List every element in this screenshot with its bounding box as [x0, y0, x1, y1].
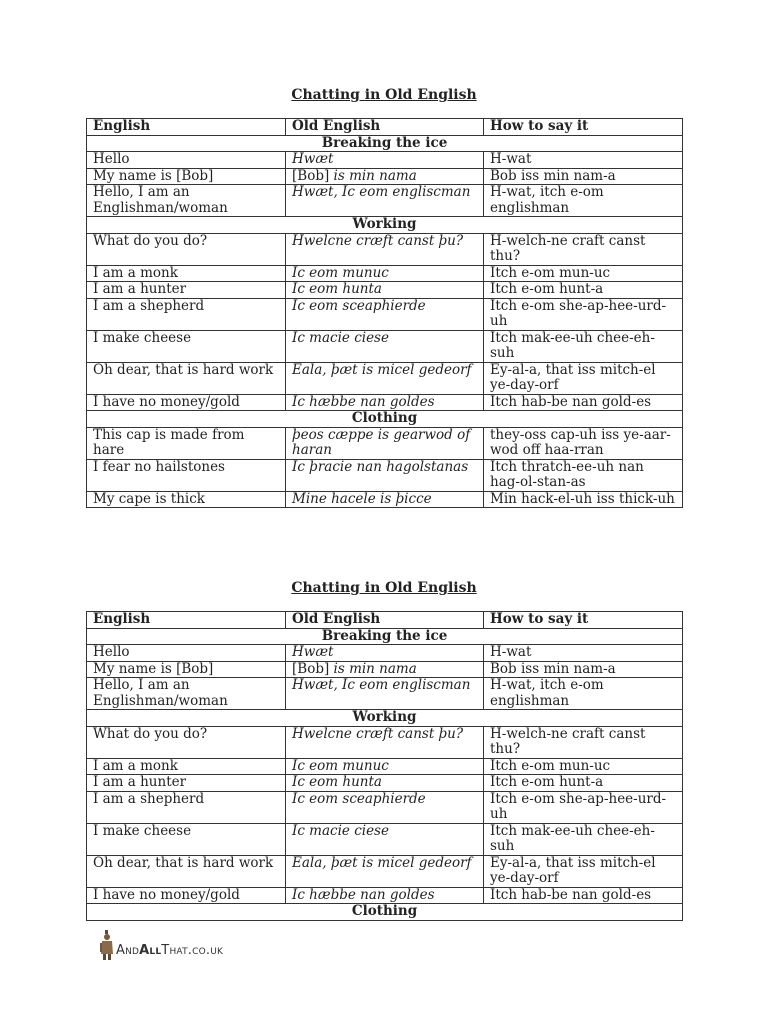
english-cell: I am a monk	[87, 758, 286, 775]
table-row	[87, 394, 683, 411]
table-row	[87, 168, 683, 185]
old-english-cell: Hwæt	[286, 645, 484, 662]
old-english-cell: Ic macie ciese	[286, 330, 484, 362]
section-heading: Breaking the ice	[87, 628, 683, 645]
table-row	[87, 185, 683, 217]
pronunciation-cell: Itch e-om mun-uc	[484, 758, 683, 775]
old-english-cell: Eala, þæt is micel gedeorf	[286, 855, 484, 887]
section-heading: Breaking the ice	[87, 135, 683, 152]
pronunciation-cell: Itch e-om hunt-a	[484, 282, 683, 299]
pronunciation-cell: Itch e-om she-ap-hee-urd-uh	[484, 791, 683, 823]
pronunciation-cell: H-wat	[484, 152, 683, 169]
english-cell: I am a monk	[87, 265, 286, 282]
table-row	[87, 282, 683, 299]
pronunciation-cell: Itch mak-ee-uh chee-eh-suh	[484, 823, 683, 855]
column-header: How to say it	[484, 612, 683, 629]
english-cell: I make cheese	[87, 330, 286, 362]
english-cell: My cape is thick	[87, 491, 286, 508]
old-english-cell: Hwelcne cræft canst þu?	[286, 726, 484, 758]
english-cell: Oh dear, that is hard work	[87, 855, 286, 887]
old-english-name-placeholder: [Bob]	[292, 168, 330, 184]
pronunciation-cell: Itch e-om mun-uc	[484, 265, 683, 282]
column-header: Old English	[286, 612, 484, 629]
phrase-table	[86, 118, 683, 508]
table-row	[87, 887, 683, 904]
pronunciation-cell: H-welch-ne craft canst thu?	[484, 726, 683, 758]
english-cell: I am a hunter	[87, 775, 286, 792]
english-cell: Hello, I am an Englishman/woman	[87, 185, 286, 217]
knight-figure-icon	[100, 930, 114, 960]
english-cell: Hello, I am an Englishman/woman	[87, 678, 286, 710]
pronunciation-cell: they-oss cap-uh iss ye-aar-wod off haa-rran	[484, 427, 683, 459]
pronunciation-cell: Itch thratch-ee-uh nan hag-ol-stan-as	[484, 459, 683, 491]
old-english-cell: þeos cæppe is gearwod of haran	[286, 427, 484, 459]
section-row	[87, 710, 683, 727]
old-english-cell: Ic eom sceaphierde	[286, 298, 484, 330]
logo-text-prefix: And	[116, 943, 140, 958]
old-english-cell: Ic macie ciese	[286, 823, 484, 855]
old-english-text: is min nama	[329, 168, 417, 184]
column-header: English	[87, 612, 286, 629]
pronunciation-cell: Itch e-om hunt-a	[484, 775, 683, 792]
table-header-row	[87, 119, 683, 136]
english-cell: Oh dear, that is hard work	[87, 362, 286, 394]
old-english-cell: Ic hæbbe nan goldes	[286, 887, 484, 904]
english-cell: I have no money/gold	[87, 887, 286, 904]
pronunciation-cell: H-welch-ne craft canst thu?	[484, 233, 683, 265]
section-row	[87, 628, 683, 645]
table-row	[87, 678, 683, 710]
english-cell: I am a hunter	[87, 282, 286, 299]
table-row	[87, 726, 683, 758]
table-row	[87, 661, 683, 678]
old-english-cell: Hwæt	[286, 152, 484, 169]
column-header: Old English	[286, 119, 484, 136]
pronunciation-cell: Itch hab-be nan gold-es	[484, 394, 683, 411]
old-english-cell: Ic eom sceaphierde	[286, 791, 484, 823]
english-cell: I make cheese	[87, 823, 286, 855]
old-english-cell: Mine hacele is þicce	[286, 491, 484, 508]
table-row	[87, 152, 683, 169]
section-row	[87, 135, 683, 152]
old-english-cell: Ic hæbbe nan goldes	[286, 394, 484, 411]
english-cell: What do you do?	[87, 726, 286, 758]
table-row	[87, 645, 683, 662]
english-cell: I fear no hailstones	[87, 459, 286, 491]
logo-text-suffix: That.co.uk	[161, 943, 224, 958]
old-english-cell: Hwelcne cræft canst þu?	[286, 233, 484, 265]
table-row	[87, 823, 683, 855]
table-row	[87, 855, 683, 887]
pronunciation-cell: Ey-al-a, that iss mitch-el ye-day-orf	[484, 855, 683, 887]
pronunciation-cell: Itch hab-be nan gold-es	[484, 887, 683, 904]
section-row	[87, 411, 683, 428]
table-row	[87, 427, 683, 459]
old-english-cell: Ic eom hunta	[286, 282, 484, 299]
english-cell: I am a shepherd	[87, 791, 286, 823]
section-row	[87, 217, 683, 234]
old-english-cell: Ic eom hunta	[286, 775, 484, 792]
english-cell: Hello	[87, 645, 286, 662]
old-english-cell: Hwæt, Ic eom engliscman	[286, 678, 484, 710]
section-row	[87, 904, 683, 921]
section-heading: Working	[87, 217, 683, 234]
site-logo[interactable]	[100, 930, 223, 960]
pronunciation-cell: H-wat, itch e-om englishman	[484, 678, 683, 710]
table-row	[87, 775, 683, 792]
sheet-title: Chatting in Old English	[291, 580, 477, 596]
old-english-text: is min nama	[329, 661, 417, 677]
table-row	[87, 233, 683, 265]
old-english-cell: Ic þracie nan hagolstanas	[286, 459, 484, 491]
pronunciation-cell: Ey-al-a, that iss mitch-el ye-day-orf	[484, 362, 683, 394]
english-cell: I am a shepherd	[87, 298, 286, 330]
sheet-title: Chatting in Old English	[291, 87, 477, 103]
logo-text-bold: All	[139, 943, 162, 958]
old-english-cell	[286, 661, 484, 678]
table-row	[87, 758, 683, 775]
pronunciation-cell: Bob iss min nam-a	[484, 168, 683, 185]
old-english-cell: Hwæt, Ic eom engliscman	[286, 185, 484, 217]
english-cell: I have no money/gold	[87, 394, 286, 411]
english-cell: This cap is made from hare	[87, 427, 286, 459]
pronunciation-cell: H-wat, itch e-om englishman	[484, 185, 683, 217]
english-cell: Hello	[87, 152, 286, 169]
section-heading: Clothing	[87, 411, 683, 428]
old-english-name-placeholder: [Bob]	[292, 661, 330, 677]
english-cell: What do you do?	[87, 233, 286, 265]
pronunciation-cell: Itch e-om she-ap-hee-urd-uh	[484, 298, 683, 330]
pronunciation-cell: Bob iss min nam-a	[484, 661, 683, 678]
table-row	[87, 298, 683, 330]
column-header: How to say it	[484, 119, 683, 136]
english-cell: My name is [Bob]	[87, 661, 286, 678]
pronunciation-cell: Min hack-el-uh iss thick-uh	[484, 491, 683, 508]
old-english-cell	[286, 168, 484, 185]
pronunciation-cell: Itch mak-ee-uh chee-eh-suh	[484, 330, 683, 362]
old-english-cell: Ic eom munuc	[286, 758, 484, 775]
phrase-table	[86, 611, 683, 921]
logo-text	[116, 943, 223, 960]
english-cell: My name is [Bob]	[87, 168, 286, 185]
table-row	[87, 491, 683, 508]
table-row	[87, 265, 683, 282]
section-heading: Clothing	[87, 904, 683, 921]
section-heading: Working	[87, 710, 683, 727]
old-english-cell: Ic eom munuc	[286, 265, 484, 282]
table-row	[87, 791, 683, 823]
table-row	[87, 362, 683, 394]
column-header: English	[87, 119, 286, 136]
table-row	[87, 330, 683, 362]
old-english-cell: Eala, þæt is micel gedeorf	[286, 362, 484, 394]
table-header-row	[87, 612, 683, 629]
pronunciation-cell: H-wat	[484, 645, 683, 662]
table-row	[87, 459, 683, 491]
